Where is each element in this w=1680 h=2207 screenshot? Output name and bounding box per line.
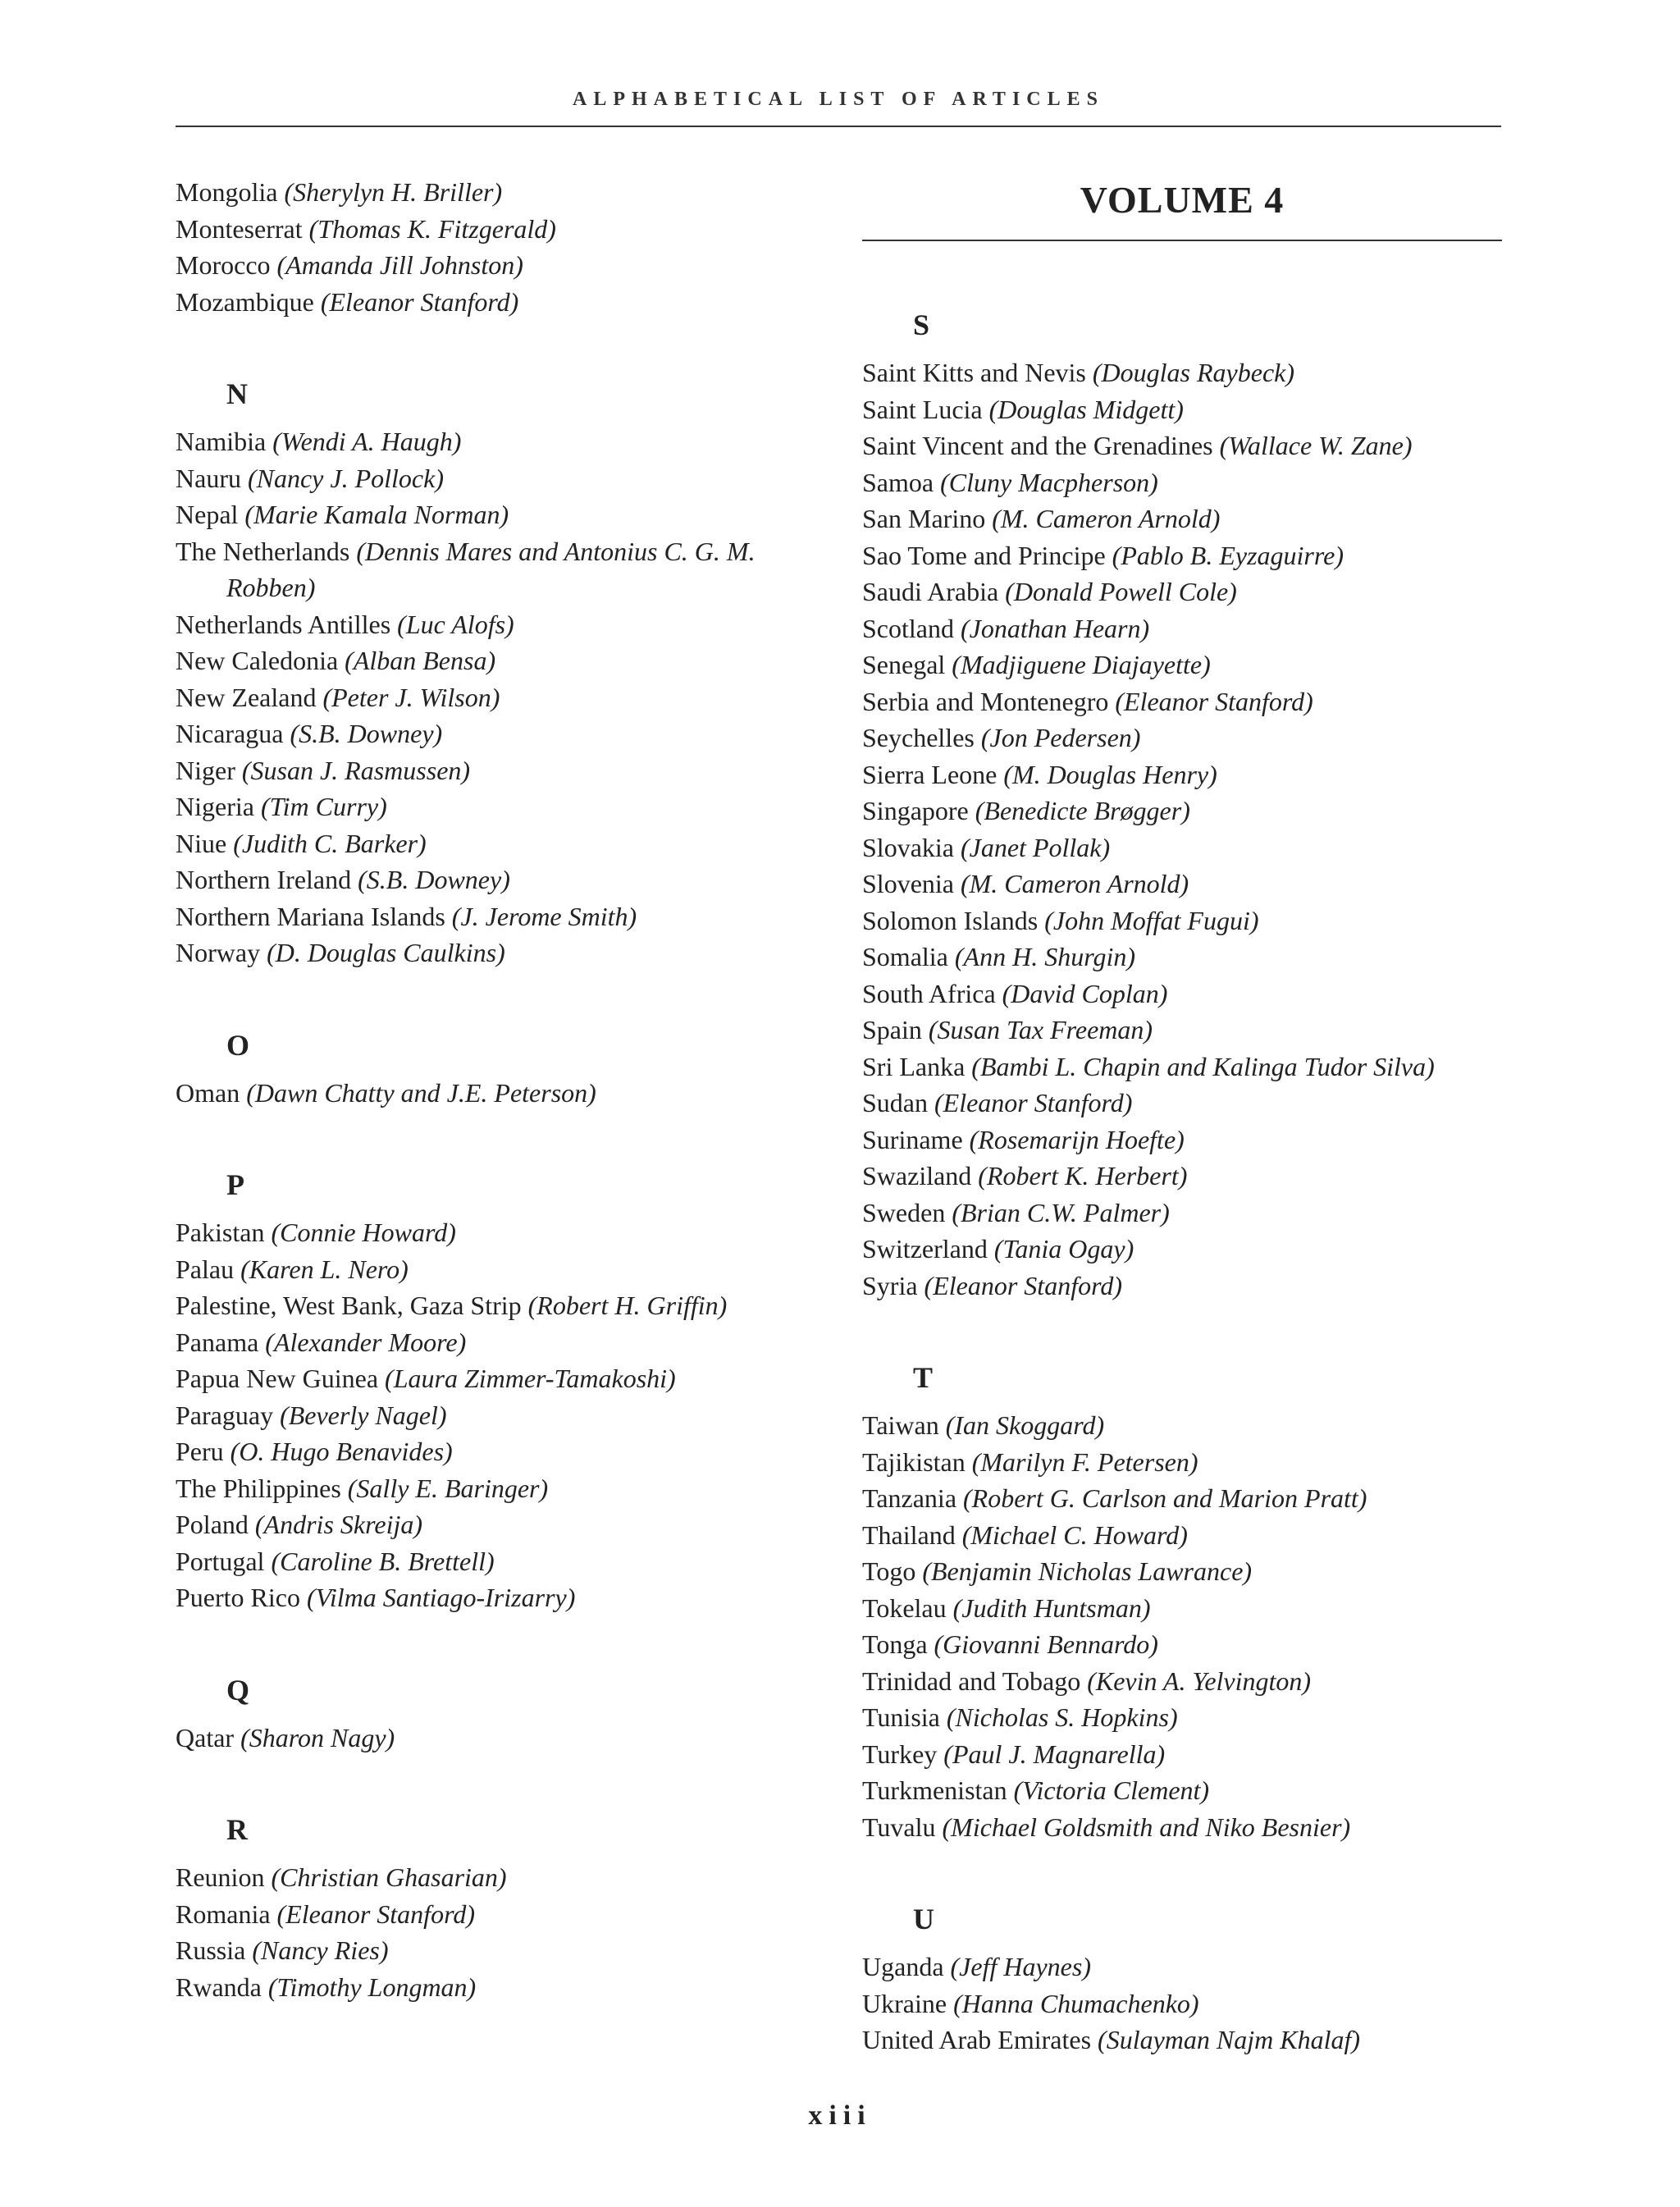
country-name: Morocco	[176, 250, 271, 280]
left-column	[176, 174, 832, 2061]
article-entry	[176, 861, 832, 898]
author-name: (Robert G. Carlson and Marion Pratt)	[963, 1483, 1367, 1513]
country-name: Niger	[176, 755, 235, 785]
article-entry	[862, 537, 1502, 574]
country-name: Mongolia	[176, 177, 278, 207]
country-name: New Zealand	[176, 682, 317, 712]
section-letter: P	[226, 1168, 244, 1201]
author-name: (Benjamin Nicholas Lawrance)	[922, 1556, 1253, 1586]
country-name: Rwanda	[176, 1972, 262, 2002]
country-name: Nigeria	[176, 792, 254, 821]
country-name: Suriname	[862, 1124, 963, 1154]
letter-section	[176, 1167, 832, 1616]
article-entry	[176, 1579, 832, 1616]
letter-section	[176, 1027, 832, 1112]
author-name: (Amanda Jill Johnston)	[276, 250, 523, 280]
author-name: (Benedicte Brøgger)	[975, 796, 1190, 825]
article-entry	[862, 683, 1502, 720]
article-entry	[862, 1699, 1502, 1736]
article-entry	[862, 793, 1502, 829]
country-name: Northern Ireland	[176, 865, 352, 894]
article-entry	[176, 1214, 832, 1251]
country-name: Paraguay	[176, 1400, 274, 1430]
country-name: Papua New Guinea	[176, 1364, 379, 1393]
country-name: Solomon Islands	[862, 905, 1039, 935]
author-name: (Timothy Longman)	[267, 1972, 477, 2002]
article-entry	[862, 1985, 1502, 2022]
author-name: (Douglas Raybeck)	[1092, 358, 1294, 387]
article-entry	[862, 1772, 1502, 1809]
article-entry	[862, 939, 1502, 976]
author-name: (Hanna Chumachenko)	[953, 1988, 1199, 2018]
country-name: Samoa	[862, 467, 934, 497]
author-name: (J. Jerome Smith)	[451, 901, 637, 931]
author-name: (Luc Alofs)	[397, 609, 514, 639]
author-name: (Sally E. Baringer)	[347, 1473, 549, 1503]
article-entry	[862, 1085, 1502, 1122]
country-name: Pakistan	[176, 1218, 265, 1247]
country-name: Netherlands Antilles	[176, 609, 391, 639]
article-entry	[862, 573, 1502, 610]
country-name: Poland	[176, 1510, 249, 1539]
country-name: Trinidad and Tobago	[862, 1666, 1081, 1696]
article-entry	[862, 902, 1502, 939]
author-name: (O. Hugo Benavides)	[230, 1437, 453, 1466]
author-name: (Judith C. Barker)	[233, 828, 427, 858]
country-name: Ukraine	[862, 1988, 947, 2018]
article-entry	[862, 464, 1502, 501]
country-name: Sri Lanka	[862, 1051, 966, 1081]
section-letter: R	[226, 1813, 248, 1846]
author-name: (John Moffat Fugui)	[1044, 905, 1259, 935]
letter-section	[176, 1672, 832, 1757]
author-name: (Wendi A. Haugh)	[272, 427, 462, 456]
country-name: Northern Mariana Islands	[176, 901, 445, 931]
article-entry	[862, 647, 1502, 683]
country-name: Palau	[176, 1254, 235, 1284]
article-entry	[862, 1663, 1502, 1700]
author-name: (Bambi L. Chapin and Kalinga Tudor Silva)	[971, 1051, 1435, 1081]
author-name: (Marie Kamala Norman)	[244, 500, 509, 529]
author-name: (Brian C.W. Palmer)	[952, 1197, 1170, 1227]
country-name: Nicaragua	[176, 719, 284, 748]
author-name: (Dennis Mares and Antonius C. G. M. Robben)	[226, 536, 756, 602]
article-entry	[862, 1590, 1502, 1627]
country-name: Tokelau	[862, 1592, 947, 1623]
author-name: (Robert K. Herbert)	[978, 1161, 1188, 1190]
running-head: ALPHABETICAL LIST OF ARTICLES	[573, 89, 1104, 110]
author-name: (D. Douglas Caulkins)	[267, 938, 505, 967]
author-name: (Peter J. Wilson)	[322, 682, 500, 712]
article-entry	[862, 391, 1502, 428]
article-entry	[862, 500, 1502, 537]
country-name: Nauru	[176, 463, 241, 493]
country-name: Peru	[176, 1437, 224, 1466]
author-name: (Eleanor Stanford)	[924, 1270, 1122, 1300]
country-name: Singapore	[862, 796, 969, 825]
article-entry	[862, 1158, 1502, 1195]
country-name: Tanzania	[862, 1483, 957, 1513]
author-name: (Cluny Macpherson)	[940, 467, 1158, 497]
country-name: San Marino	[862, 504, 986, 533]
country-name: Serbia and Montenegro	[862, 686, 1109, 716]
author-name: (Sulayman Najm Khalaf)	[1098, 2025, 1361, 2054]
country-name: Mozambique	[176, 286, 314, 317]
country-name: Swaziland	[862, 1161, 972, 1190]
country-name: Saint Lucia	[862, 394, 983, 424]
author-name: (Jon Pedersen)	[980, 723, 1141, 752]
article-entry	[176, 752, 832, 789]
article-entry	[862, 1517, 1502, 1554]
country-name: Turkey	[862, 1739, 938, 1769]
author-name: (Alexander Moore)	[265, 1327, 467, 1357]
article-entry	[862, 1444, 1502, 1481]
country-name: Togo	[862, 1556, 916, 1586]
country-name: Turkmenistan	[862, 1775, 1007, 1805]
country-name: South Africa	[862, 978, 996, 1008]
letter-section	[176, 376, 832, 971]
article-entry	[176, 1397, 832, 1434]
letter-section	[862, 1359, 1502, 1845]
author-name: (Judith Huntsman)	[952, 1592, 1151, 1623]
article-entry	[862, 976, 1502, 1012]
article-entry	[176, 1506, 832, 1543]
article-entry	[176, 423, 832, 460]
letter-section	[862, 1901, 1502, 2058]
author-name: (Nancy J. Pollock)	[247, 463, 444, 493]
author-name: (Sherylyn H. Briller)	[284, 177, 503, 207]
article-entry	[176, 715, 832, 752]
author-name: (Connie Howard)	[271, 1218, 456, 1247]
author-name: (Alban Bensa)	[345, 646, 496, 675]
author-name: (Kevin A. Yelvington)	[1087, 1666, 1312, 1696]
section-letter: S	[913, 308, 930, 341]
article-entry	[862, 720, 1502, 756]
header-rule	[176, 126, 1501, 127]
author-name: (Marilyn F. Petersen)	[971, 1446, 1198, 1477]
country-name: Portugal	[176, 1546, 265, 1576]
author-name: (S.B. Downey)	[290, 719, 443, 748]
author-name: (Eleanor Stanford)	[1115, 686, 1313, 716]
article-entry	[862, 1122, 1502, 1158]
author-name: (Wallace W. Zane)	[1219, 431, 1413, 460]
author-name: (Donald Powell Cole)	[1005, 577, 1237, 606]
article-entry	[862, 1626, 1502, 1663]
article-entry	[862, 1736, 1502, 1773]
country-name: Saint Vincent and the Grenadines	[862, 431, 1213, 460]
article-entry	[176, 934, 832, 971]
letter-section	[862, 307, 1502, 1304]
country-name: Tonga	[862, 1629, 928, 1659]
section-letter: O	[226, 1028, 250, 1062]
article-entry	[862, 1480, 1502, 1517]
country-name: Sierra Leone	[862, 759, 998, 789]
country-name: The Netherlands	[176, 536, 350, 566]
article-entry	[862, 829, 1502, 866]
article-entry	[862, 1012, 1502, 1049]
article-entry	[862, 427, 1502, 464]
country-name: Uganda	[862, 1952, 944, 1981]
country-name: Thailand	[862, 1519, 956, 1550]
article-entry	[176, 1251, 832, 1288]
author-name: (Susan J. Rasmussen)	[241, 755, 471, 785]
article-entry	[862, 1268, 1502, 1305]
author-name: (Eleanor Stanford)	[276, 1899, 475, 1929]
country-name: Sao Tome and Principe	[862, 540, 1106, 570]
country-name: Russia	[176, 1935, 246, 1965]
author-name: (Eleanor Stanford)	[320, 286, 519, 317]
continued-section	[176, 174, 832, 320]
article-entry	[176, 1075, 832, 1112]
author-name: (Andris Skreija)	[254, 1510, 422, 1539]
author-name: (Janet Pollak)	[960, 832, 1111, 862]
article-entry	[176, 533, 832, 606]
article-entry	[176, 1287, 832, 1324]
country-name: Romania	[176, 1899, 271, 1929]
author-name: (Rosemarijn Hoefte)	[969, 1124, 1185, 1154]
author-name: (M. Cameron Arnold)	[960, 869, 1189, 898]
country-name: Namibia	[176, 427, 267, 456]
country-name: Spain	[862, 1015, 922, 1044]
section-letter: U	[913, 1903, 934, 1935]
article-entry	[176, 679, 832, 716]
country-name: Syria	[862, 1270, 918, 1300]
country-name: Nepal	[176, 500, 239, 529]
country-name: Reunion	[176, 1862, 265, 1892]
country-name: United Arab Emirates	[862, 2025, 1092, 2054]
country-name: Panama	[176, 1327, 259, 1357]
article-entry	[176, 1324, 832, 1361]
country-name: Somalia	[862, 942, 948, 971]
article-entry	[862, 2022, 1502, 2058]
article-entry	[862, 1809, 1502, 1846]
article-entry	[176, 788, 832, 825]
article-entry	[176, 284, 832, 321]
author-name: (Christian Ghasarian)	[271, 1862, 507, 1892]
author-name: (Douglas Midgett)	[988, 394, 1184, 424]
article-entry	[176, 496, 832, 533]
author-name: (Susan Tax Freeman)	[928, 1015, 1153, 1044]
volume-rule	[862, 240, 1502, 241]
author-name: (M. Cameron Arnold)	[992, 504, 1221, 533]
author-name: (Nicholas S. Hopkins)	[946, 1702, 1178, 1732]
country-name: Sweden	[862, 1197, 946, 1227]
article-entry	[862, 866, 1502, 902]
author-name: (David Coplan)	[1002, 978, 1168, 1008]
country-name: Saudi Arabia	[862, 577, 999, 606]
article-entry	[176, 1859, 832, 1896]
country-name: Tajikistan	[862, 1446, 966, 1477]
article-entry	[176, 1470, 832, 1507]
section-letter: T	[913, 1361, 934, 1394]
article-entry	[176, 247, 832, 284]
author-name: (M. Douglas Henry)	[1003, 759, 1217, 789]
article-entry	[862, 1195, 1502, 1231]
author-name: (Madjiguene Diajayette)	[952, 650, 1211, 679]
author-name: (Michael Goldsmith and Niko Besnier)	[942, 1812, 1351, 1842]
author-name: (Thomas K. Fitzgerald)	[308, 213, 556, 244]
author-name: (Giovanni Bennardo)	[934, 1629, 1158, 1659]
section-letter: Q	[226, 1673, 250, 1707]
author-name: (Pablo B. Eyzaguirre)	[1112, 540, 1344, 570]
country-name: Palestine, West Bank, Gaza Strip	[176, 1291, 522, 1320]
page-number: xiii	[808, 2100, 872, 2131]
author-name: (Vilma Santiago-Irizarry)	[306, 1583, 576, 1612]
author-name: (Michael C. Howard)	[961, 1519, 1188, 1550]
author-name: (S.B. Downey)	[358, 865, 510, 894]
author-name: (Karen L. Nero)	[240, 1254, 409, 1284]
article-entry	[176, 1896, 832, 1933]
article-entry	[862, 1231, 1502, 1268]
country-name: Saint Kitts and Nevis	[862, 358, 1086, 387]
author-name: (Ian Skoggard)	[945, 1410, 1105, 1440]
article-entry	[176, 1932, 832, 1969]
author-name: (Ann H. Shurgin)	[954, 942, 1135, 971]
article-entry	[176, 1969, 832, 2006]
article-entry	[176, 460, 832, 497]
volume-title: VOLUME 4	[1080, 179, 1285, 221]
article-entry	[862, 756, 1502, 793]
country-name: Puerto Rico	[176, 1583, 300, 1612]
author-name: (Jeff Haynes)	[950, 1952, 1091, 1981]
left-sections	[176, 376, 832, 2005]
article-entry	[176, 606, 832, 643]
article-entry	[176, 1543, 832, 1580]
author-name: (Caroline B. Brettell)	[271, 1546, 495, 1576]
country-name: Tuvalu	[862, 1812, 936, 1842]
country-name: New Caledonia	[176, 646, 339, 675]
author-name: (Jonathan Hearn)	[960, 613, 1150, 643]
article-entry	[176, 174, 832, 211]
article-entry	[862, 1407, 1502, 1444]
article-entry	[176, 642, 832, 679]
country-name: Norway	[176, 938, 261, 967]
country-name: Senegal	[862, 650, 946, 679]
country-name: Qatar	[176, 1722, 235, 1752]
country-name: Slovakia	[862, 832, 954, 862]
letter-section	[176, 1812, 832, 2005]
author-name: (Dawn Chatty and J.E. Peterson)	[246, 1077, 596, 1108]
right-sections	[862, 307, 1502, 2058]
right-column	[862, 174, 1502, 2114]
article-entry	[176, 211, 832, 248]
country-name: Seychelles	[862, 723, 975, 752]
country-name: Scotland	[862, 613, 954, 643]
article-entry	[176, 1360, 832, 1397]
article-entry	[862, 1049, 1502, 1085]
country-name: Monteserrat	[176, 213, 303, 244]
country-name: Oman	[176, 1077, 240, 1108]
article-entry	[176, 1433, 832, 1470]
country-name: Taiwan	[862, 1410, 939, 1440]
article-entry	[862, 610, 1502, 647]
article-entry	[176, 898, 832, 935]
author-name: (Tania Ogay)	[993, 1234, 1134, 1263]
author-name: (Paul J. Magnarella)	[943, 1739, 1166, 1769]
author-name: (Tim Curry)	[260, 792, 387, 821]
article-entry	[862, 1949, 1502, 1985]
country-name: Sudan	[862, 1088, 928, 1117]
author-name: (Victoria Clement)	[1013, 1775, 1210, 1805]
author-name: (Beverly Nagel)	[280, 1400, 447, 1430]
country-name: Tunisia	[862, 1702, 940, 1732]
country-name: Slovenia	[862, 869, 954, 898]
author-name: (Nancy Ries)	[252, 1935, 389, 1965]
section-letter: N	[226, 377, 248, 410]
article-entry	[862, 354, 1502, 391]
article-entry	[862, 1553, 1502, 1590]
author-name: (Sharon Nagy)	[240, 1722, 395, 1752]
article-entry	[176, 1720, 832, 1757]
country-name: Niue	[176, 828, 227, 858]
country-name: The Philippines	[176, 1473, 341, 1503]
author-name: (Eleanor Stanford)	[934, 1088, 1133, 1117]
author-name: (Robert H. Griffin)	[527, 1291, 728, 1320]
article-entry	[176, 825, 832, 862]
author-name: (Laura Zimmer-Tamakoshi)	[385, 1364, 676, 1393]
country-name: Switzerland	[862, 1234, 988, 1263]
